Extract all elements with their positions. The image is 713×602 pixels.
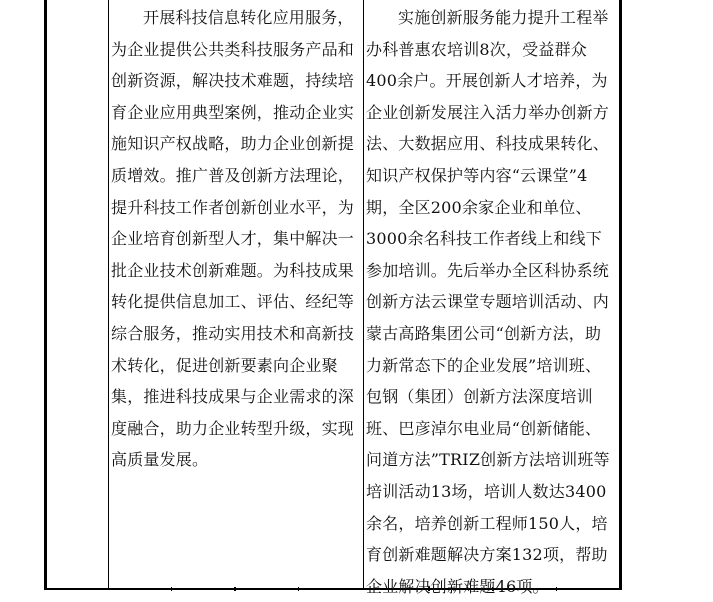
table-cell-label xyxy=(47,0,108,588)
next-row-divider xyxy=(171,587,172,591)
table-cell-results xyxy=(366,0,614,602)
table-cell-measures xyxy=(111,0,357,476)
measures-paragraph: 开展科技信息转化应用服务，为企业提供公共类科技服务产品和创新资源，解决技术难题，持续培育企业应用典型案例，推动企业实施知识产权战略，助力企业创新提质增效。推广普及创新方法理论，提升科技工作者创新创业水平，为企业培育创新型人才，集中解决一批企业技术创新难题。为科技成果转化提供信息加工、评估、经纪等综合服务，推动实用技术和高新技术转化，促进创新要素向企业聚集，推进科技成果与企业需求的深度融合，助力企业转型升级，实现高质量发展。 xyxy=(111,8,355,470)
next-row-divider xyxy=(298,587,299,591)
table-border-col2 xyxy=(363,0,364,589)
next-row-divider xyxy=(234,587,236,591)
results-paragraph: 实施创新服务能力提升工程举办科普惠农培训8次，受益群众400余户。开展创新人才培养，为企业创新发展注入活力举办创新方法、大数据应用、科技成果转化、知识产权保护等内容“云课堂”4期，全区200余家企业和单位、3000余名科技工作者线上和线下参加培训。先后举办全区科协系统创新方法云课堂专题培训活动、内蒙古高路集团公司“创新方法，助力新常态下的企业发展”培训班、包钢（集团）创新方法深度培训班、巴彦淖尔电业局“创新储能、问道方法”TRIZ创新方法培训班等培训活动13场，培训人数达3400余名，培养创新工程师150人，培育创新难题解决方案132项，帮助企业解决创新难题46项。 xyxy=(366,8,610,596)
table-border-col1 xyxy=(108,0,109,589)
table-border-right xyxy=(619,0,622,589)
